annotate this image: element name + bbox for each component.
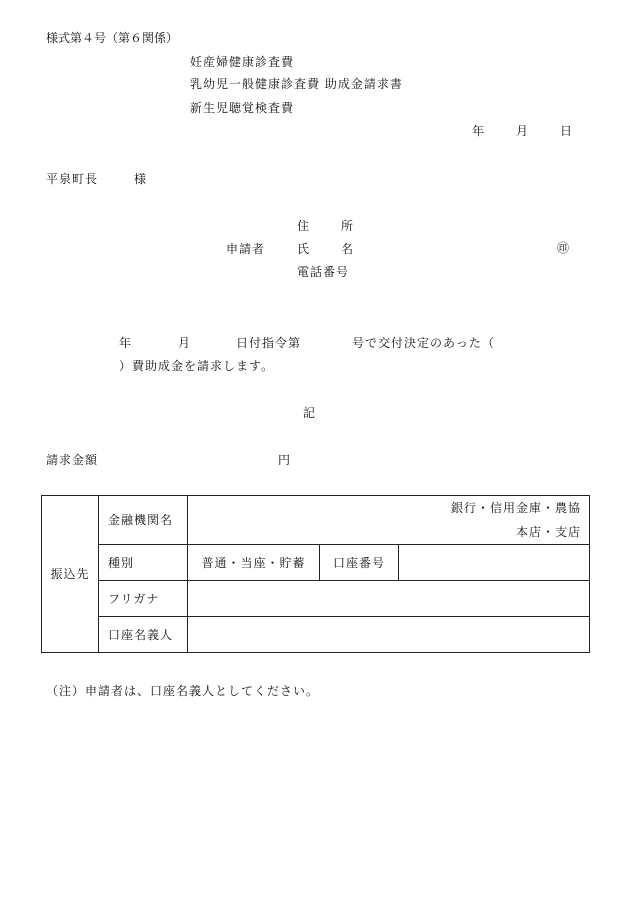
ki-heading: 記 — [303, 406, 316, 420]
furigana-field[interactable] — [188, 581, 590, 617]
body-month: 月 — [178, 336, 191, 350]
account-number-label: 口座番号 — [320, 545, 399, 581]
holder-row — [42, 617, 590, 653]
phone-label: 電話番号 — [297, 265, 350, 279]
amount-unit: 円 — [278, 453, 291, 467]
date-month: 月 — [516, 124, 529, 138]
footnote: （注）申請者は、口座名義人としてください。 — [46, 684, 320, 698]
holder-field[interactable] — [188, 617, 590, 653]
institution-types: 銀行・信用金庫・農協 — [451, 501, 582, 515]
account-type-label: 種別 — [99, 545, 188, 581]
account-type-options[interactable]: 普通・当座・貯蓄 — [188, 545, 320, 581]
branch-types: 本店・支店 — [516, 525, 582, 539]
title-line-3: 新生児聴覚検査費 — [190, 101, 295, 115]
seal-mark: ㊞ — [557, 241, 570, 255]
name-label-2: 名 — [341, 242, 354, 256]
addressee-name: 平泉町長 — [46, 172, 99, 186]
address-label-1: 住 — [297, 219, 310, 233]
applicant-role-label: 申請者 — [226, 242, 266, 256]
transfer-destination-label: 振込先 — [42, 496, 99, 653]
addressee-honorific: 様 — [134, 172, 147, 186]
body-decision: 号で交付決定のあった（ — [352, 336, 495, 350]
furigana-label: フリガナ — [99, 581, 188, 617]
title-line-2: 乳幼児一般健康診査費 助成金請求書 — [190, 77, 403, 91]
date-year: 年 — [472, 124, 485, 138]
bank-transfer-table — [41, 495, 590, 653]
institution-field[interactable] — [188, 496, 590, 545]
amount-label: 請求金額 — [46, 453, 99, 467]
title-line-1: 妊産婦健康診査費 — [190, 55, 295, 69]
date-day: 日 — [560, 124, 573, 138]
institution-label: 金融機関名 — [99, 496, 188, 545]
address-label-2: 所 — [341, 219, 354, 233]
name-label-1: 氏 — [297, 242, 310, 256]
furigana-row — [42, 581, 590, 617]
institution-row — [42, 496, 590, 545]
holder-label: 口座名義人 — [99, 617, 188, 653]
account-type-row — [42, 545, 590, 581]
account-number-field[interactable] — [399, 545, 590, 581]
body-directive: 日付指令第 — [236, 336, 302, 350]
body-line-2: ）費助成金を請求します。 — [119, 359, 275, 373]
body-year: 年 — [119, 336, 132, 350]
form-number: 様式第４号（第６関係） — [46, 31, 179, 45]
